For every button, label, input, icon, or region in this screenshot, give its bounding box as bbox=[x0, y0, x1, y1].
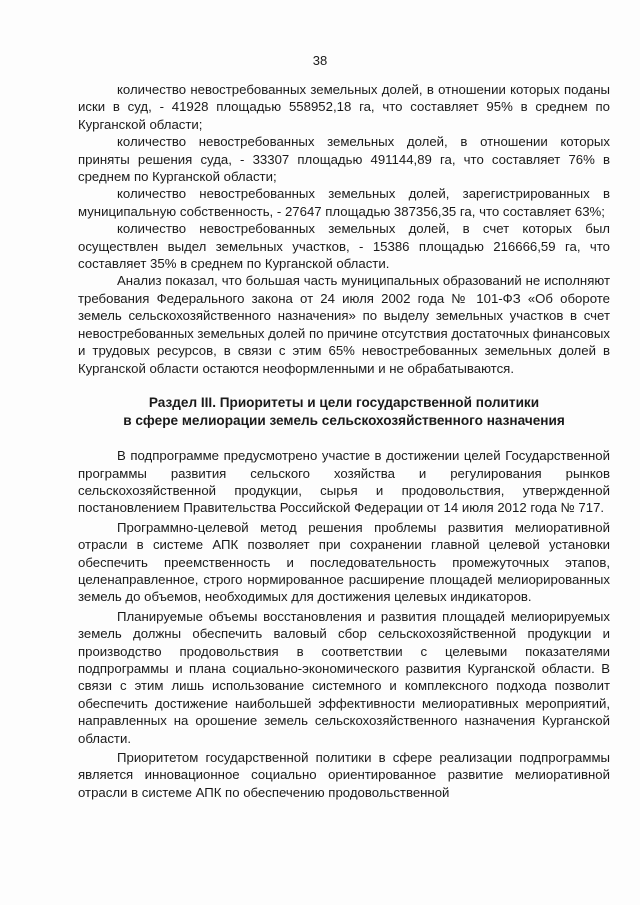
paragraph-court-decisions: количество невостребованных земельных долей, в отношении которых приняты решения суда, - 33307 площадью 491144,89 га, что составляет 76% в среднем по Курганской области; bbox=[78, 134, 610, 185]
paragraph-municipal-ownership: количество невостребованных земельных долей, зарегистрированных в муниципальную собственность, - 27647 площадью 387356,35 га, что составляет 63%; bbox=[78, 186, 610, 219]
paragraph-land-allocation: количество невостребованных земельных долей, в счет которых был осуществлен выдел земельных участков, - 15386 площадью 216666,59 га, что составляет 35% в среднем по Курганской области. bbox=[78, 221, 610, 272]
section-title-line-1: Раздел III. Приоритеты и цели государственной политики bbox=[148, 394, 540, 410]
paragraph-priority: Приоритетом государственной политики в сфере реализации подпрограммы является инновационное социально ориентированное развитие мелиоративной отрасли в системе АПК по обеспечению продовольственной bbox=[78, 750, 610, 800]
paragraph-subprogram-participation: В подпрограмме предусмотрено участие в достижении целей Государственной программы развития сельского хозяйства и регулирования рынков сельскохозяйственной продукции, сырья и продовольствия, утвержденной постановлением Правительства Российской Федерации от 14 июля 2012 года № 717. bbox=[78, 448, 610, 516]
paragraph-program-method: Программно-целевой метод решения проблемы развития мелиоративной отрасли в системе АПК позволяет при сохранении главной целевой установки обеспечить преемственность и последовательность промежуточных этапов, целенаправленное, строго нормированное расширение площадей мелиорированных земель до объемов, необходимых для достижения целевых индикаторов. bbox=[78, 519, 610, 605]
paragraph-analysis: Анализ показал, что большая часть муниципальных образований не исполняют требования Федерального закона от 24 июля 2002 года № 101-ФЗ «Об обороте земель сельскохозяйственного назначения» по выделу земельных участков в счет невостребованных земельных долей по причине отсутствия достаточных финансовых и трудовых ресурсов, в связи с этим 65% невостребованных земельных долей в Курганской области остаются неоформленными и не обрабатываются. bbox=[78, 273, 610, 376]
document-body bbox=[78, 81, 610, 801]
section-heading bbox=[78, 394, 610, 429]
page-number: 38 bbox=[312, 53, 328, 68]
section-title-line-2: в сфере мелиорации земель сельскохозяйственного назначения bbox=[123, 412, 565, 428]
paragraph-claims-filed: количество невостребованных земельных долей, в отношении которых поданы иски в суд, - 41928 площадью 558952,18 га, что составляет 95% в среднем по Курганской области; bbox=[78, 82, 610, 132]
paragraph-planned-volumes: Планируемые объемы восстановления и развития площадей мелиорируемых земель должны обеспечить валовый сбор сельскохозяйственной продукции и производство продовольствия в соответствии с целевыми показателями подпрограммы и плана социально-экономического развития Курганской области. В связи с этим лишь использование системного и комплексного подхода позволит обеспечить достижение наибольшей эффективности мелиоративных мероприятий, направленных на орошение земель сельскохозяйственного назначения Курганской области. bbox=[78, 608, 610, 746]
